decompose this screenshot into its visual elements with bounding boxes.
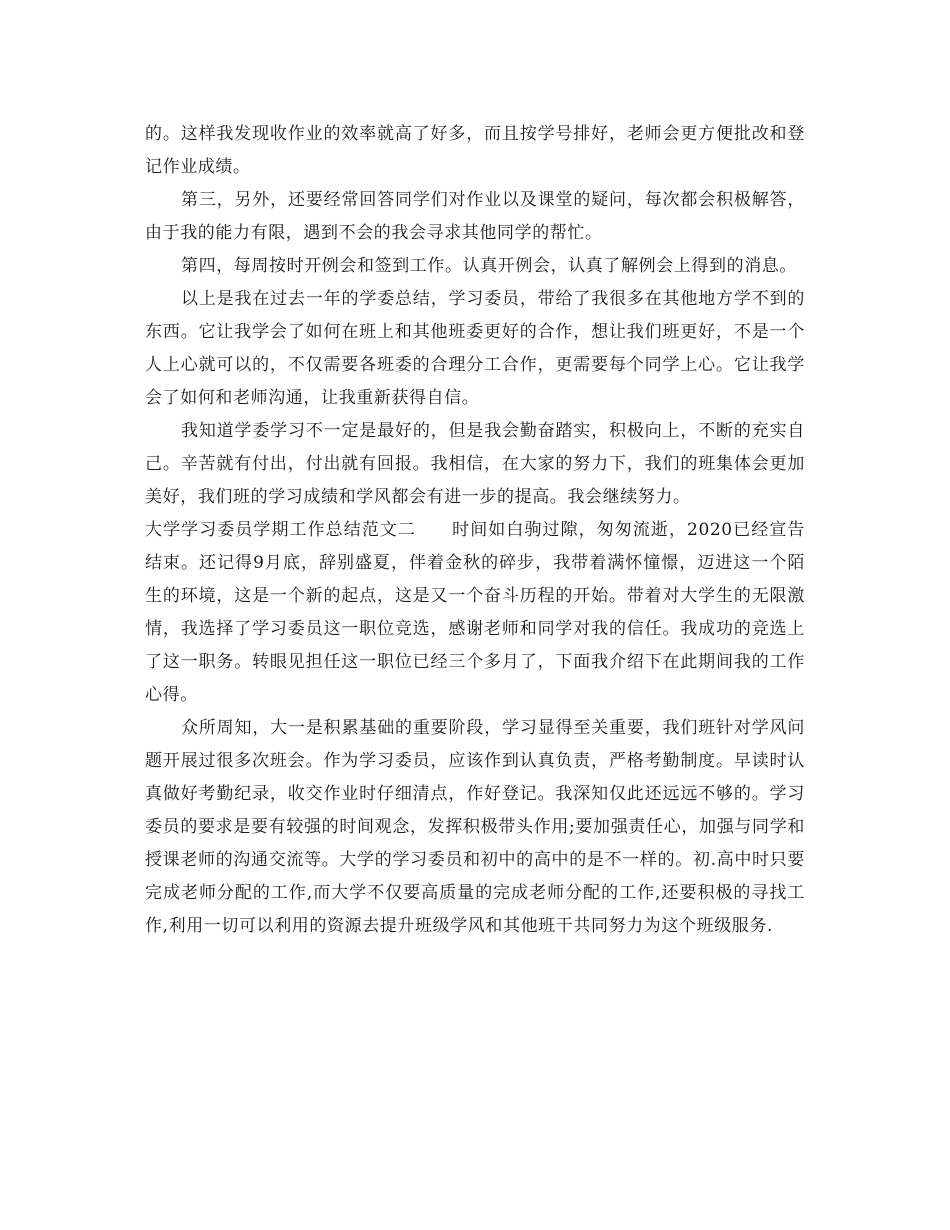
document-page (145, 118, 805, 943)
paragraph-5: 我知道学委学习不一定是最好的，但是我会勤奋踏实，积极向上，不断的充实自己。辛苦就有付出，付出就有回报。我相信，在大家的努力下，我们的班集体会更加美好，我们班的学习成绩和学风都会有进一步的提高。我会继续努力。 (145, 421, 805, 507)
paragraph-7: 众所周知，大一是积累基础的重要阶段，学习显得至关重要，我们班针对学风问题开展过很多次班会。作为学习委员，应该作到认真负责，严格考勤制度。早读时认真做好考勤纪录，收交作业时仔细清点，作好登记。我深知仅此还远远不够的。学习委员的要求是要有较强的时间观念，发挥积极带头作用;要加强责任心，加强与同学和授课老师的沟通交流等。大学的学习委员和初中的高中的是不一样的。初.高中时只要完成老师分配的工作,而大学不仅要高质量的完成老师分配的工作,还要积极的寻找工作,利用一切可以利用的资源去提升班级学风和其他班干共同努力为这个班级服务. (145, 718, 805, 936)
paragraph-1: 的。这样我发现收作业的效率就高了好多，而且按学号排好，老师会更方便批改和登记作业成绩。 (145, 124, 805, 177)
paragraph-3: 第四，每周按时开例会和签到工作。认真开例会，认真了解例会上得到的消息。 (181, 256, 797, 276)
paragraph-2: 第三，另外，还要经常回答同学们对作业以及课堂的疑问，每次都会积极解答，由于我的能力有限，遇到不会的我会寻求其他同学的帮忙。 (145, 190, 805, 243)
paragraph-6: 大学学习委员学期工作总结范文二 时间如白驹过隙，匆匆流逝，2020已经宣告结束。还记得9月底，辞别盛夏，伴着金秋的碎步，我带着满怀憧憬，迈进这一个陌生的环境，这是一个新的起点，这是又一个奋斗历程的开始。带着对大学生的无限激情，我选择了学习委员这一职位竞选，感谢老师和同学对我的信任。我成功的竞选上了这一职务。转眼见担任这一职位已经三个多月了，下面我介绍下在此期间我的工作心得。 (145, 520, 805, 705)
paragraph-4: 以上是我在过去一年的学委总结，学习委员，带给了我很多在其他地方学不到的东西。它让我学会了如何在班上和其他班委更好的合作，想让我们班更好，不是一个人上心就可以的，不仅需要各班委的合理分工合作，更需要每个同学上心。它让我学会了如何和老师沟通，让我重新获得自信。 (145, 289, 805, 408)
